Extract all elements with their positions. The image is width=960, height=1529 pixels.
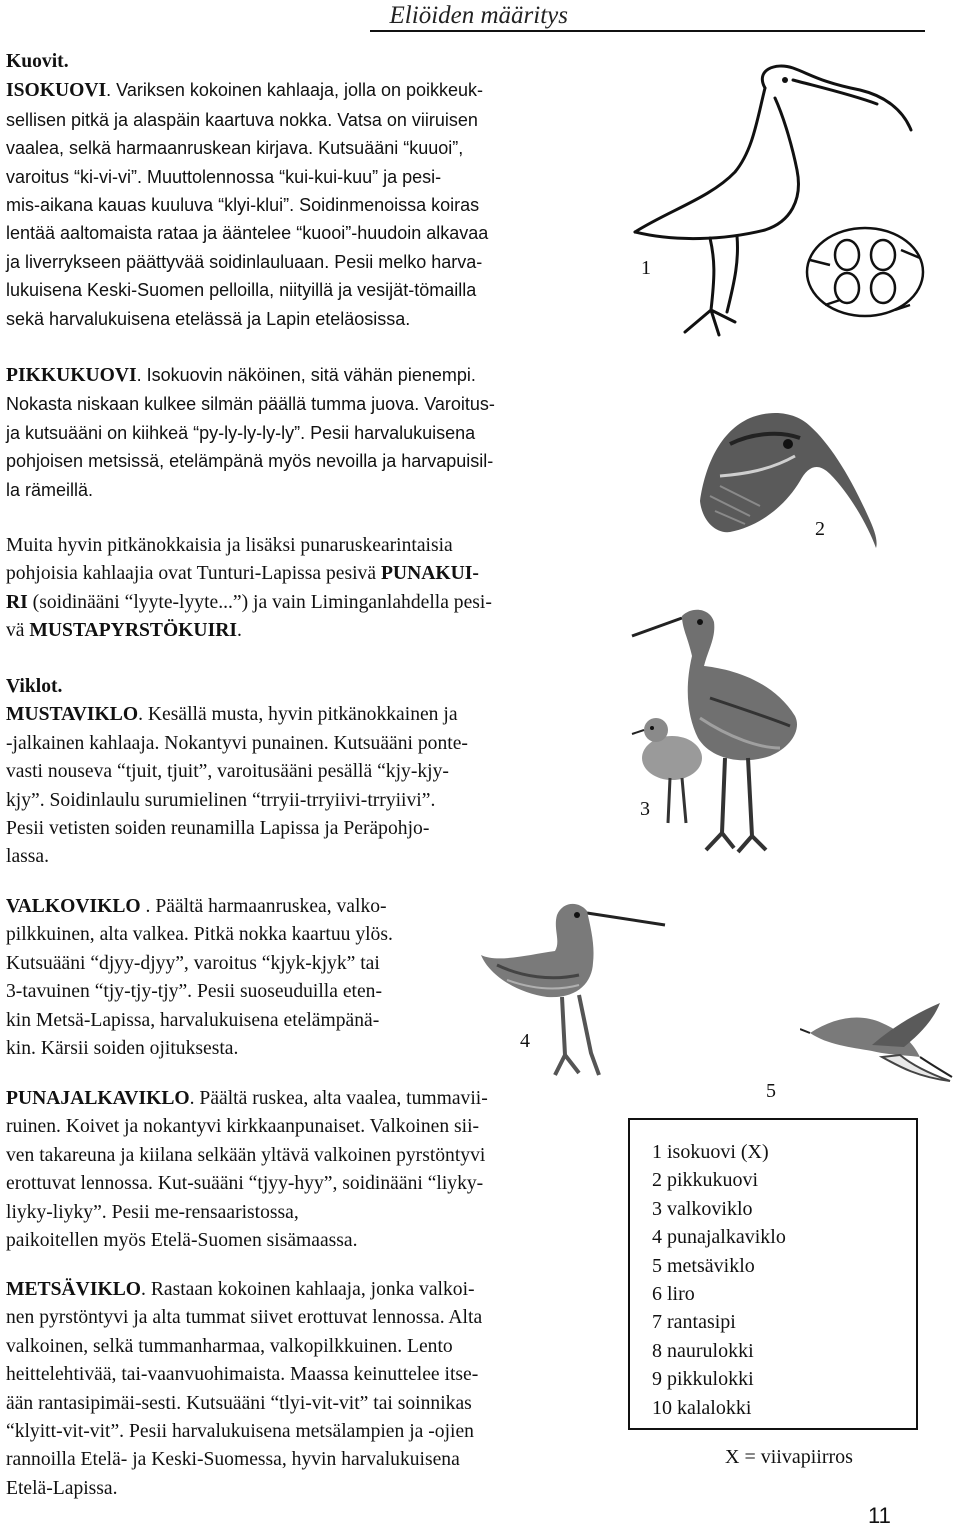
isokuovi-line-7: ja liverrykseen päättyvää soidinlauluaan. Pesii melko harva- [6, 251, 483, 272]
mustaviklo-line-6: lassa. [6, 846, 49, 868]
valkoviklo-line-4: 3-tavuinen “tjy-tjy-tjy”. Pesii suoseuduilla eten- [6, 981, 383, 1003]
valkoviklo-line-3: Kutsuääni “djyy-djyy”, varoitus “kjyk-kjyk” tai [6, 952, 380, 974]
pikkukuovi-line-5: la rämeillä. [6, 479, 94, 500]
muita-line-1: Muita hyvin pitkänokkaisia ja lisäksi punaruskearintaisia [6, 535, 453, 556]
figure-number-4: 4 [520, 1030, 530, 1052]
mustaviklo-line-1: MUSTAVIKLO. Kesällä musta, hyvin pitkänokkainen ja [6, 704, 458, 726]
punajalkaviklo-section [6, 1085, 488, 1255]
pikkukuovi-section [6, 361, 495, 504]
isokuovi-line-6: lentää aaltomaista rataa ja ääntelee “kuooi”-huudoin alkavaa [6, 223, 489, 244]
isokuovi-line-9: sekä harvalukuisena etelässä ja Lapin eteläosissa. [6, 308, 411, 329]
punajalkaviklo-line-4: erottuvat lennossa. Kut-suääni “tjyy-hyy”, soidinääni “liyky- [6, 1173, 484, 1195]
figure-number-1: 1 [641, 257, 651, 279]
mustaviklo-name: MUSTAVIKLO [6, 704, 139, 726]
metsaviklo-line-2: nen pyrstöntyvi ja alta tummat siivet erottuvat lennossa. Alta [6, 1307, 483, 1329]
valkoviklo-line-1: VALKOVIKLO . Päältä harmaanruskea, valko- [6, 896, 387, 917]
mustaviklo-line-2: -jalkainen kahlaaja. Nokantyvi punainen. Kutsuääni ponte- [6, 732, 468, 754]
punajalkaviklo-line-1: PUNAJALKAVIKLO. Päältä ruskea, alta vaalea, tummavii- [6, 1088, 488, 1109]
isokuovi-line-1: ISOKUOVI. Variksen kokoinen kahlaaja, jolla on poikkeuk- [6, 80, 484, 102]
figure-punajalkaviklo-drawing [467, 885, 667, 1085]
curlew-line-drawing [615, 60, 925, 345]
metsaviklo-line-4: heittelehtivää, tai-vaanvuohimaista. Maassa keinuttelee itse- [6, 1364, 479, 1386]
isokuovi-line-2: sellisen pitkä ja alaspäin kaartuva nokka. Vatsa on viiruisen [6, 109, 478, 130]
legend-item: 8 naurulokki [652, 1339, 754, 1362]
pikkukuovi-line-4: pohjoisen metsissä, etelämpänä myös nevoilla ja harvapuisil- [6, 451, 494, 472]
figure-flying-bird-drawing [800, 985, 960, 1090]
figure-number-5: 5 [766, 1080, 776, 1102]
punajalkaviklo-name: PUNAJALKAVIKLO [6, 1088, 190, 1109]
figure-pikkukuovi-drawing [690, 396, 890, 566]
isokuovi-name: ISOKUOVI [6, 80, 107, 102]
metsaviklo-name: METSÄVIKLO [6, 1279, 142, 1300]
metsaviklo-line-7: rannoilla Etelä- ja Keski-Suomessa, hyvin harvalukuisena [6, 1449, 460, 1471]
muita-section [6, 532, 492, 646]
muita-line-4: vä MUSTAPYRSTÖKUIRI. [6, 620, 242, 642]
valkoviklo-section [6, 893, 393, 1063]
metsaviklo-line-8: Etelä-Lapissa. [6, 1477, 118, 1499]
metsaviklo-line-1: METSÄVIKLO. Rastaan kokoinen kahlaaja, jonka valkoi- [6, 1279, 475, 1300]
pikkukuovi-line-3: ja kutsuääni on kiihkeä “py-ly-ly-ly-ly”. Pesii harvalukuisena [6, 422, 476, 443]
legend-item: 9 pikkulokki [652, 1368, 754, 1391]
legend-item: 7 rantasipi [652, 1311, 736, 1334]
page-header-title: Eliöiden määritys [389, 2, 568, 29]
redshank-drawing [467, 885, 667, 1085]
punajalkaviklo-line-3: ven takareuna ja kiilana selkään yltävä valkoinen pyrstöntyvi [6, 1144, 486, 1166]
legend-item: 1 isokuovi (X) [652, 1141, 769, 1163]
legend-item: 4 punajalkaviklo [652, 1226, 786, 1249]
header-rule [370, 30, 925, 32]
isokuovi-line-3: vaalea, selkä harmaanruskean kirjava. Kutsuääni “kuuoi”, [6, 138, 464, 159]
kuovit-section [6, 48, 488, 333]
mustaviklo-line-3: vasti nouseva “tjuit, tjuit”, varoitusääni pesällä “kjy-kjy- [6, 761, 449, 783]
mustaviklo-line-4: kjy”. Soidinlaulu surumielinen “trryii-trryiivi-trryiivi”. [6, 789, 436, 811]
punajalkaviklo-line-6: paikoitellen myös Etelä-Suomen sisämaassa. [6, 1230, 358, 1252]
whimbrel-head-drawing [690, 396, 890, 566]
legend-item: 10 kalalokki [652, 1396, 752, 1419]
legend-item: 3 valkoviklo [652, 1197, 753, 1220]
flying-redshank-drawing [800, 985, 960, 1090]
section-heading-viklot: Viklot. [6, 676, 63, 697]
page-number: 11 [868, 1503, 891, 1528]
mustapyrstokuiri-name: MUSTAPYRSTÖKUIRI [29, 620, 237, 642]
pikkukuovi-line-2: Nokasta niskaan kulkee silmän päällä tumma juova. Varoitus- [6, 394, 495, 415]
species-legend-box [628, 1118, 918, 1430]
metsaviklo-section [6, 1276, 482, 1503]
valkoviklo-line-6: kin. Kärsii soiden ojituksesta. [6, 1038, 239, 1060]
muita-line-2: pohjoisia kahlaajia ovat Tunturi-Lapissa pesivä PUNAKUI- [6, 563, 479, 585]
punakuiri-name: PUNAKUI- [380, 563, 479, 585]
pikkukuovi-line-1: PIKKUKUOVI. Isokuovin näköinen, sitä vähän pienempi. [6, 365, 476, 386]
valkoviklo-line-5: kin Metsä-Lapissa, harvalukuisena etelämpänä- [6, 1009, 380, 1031]
legend-item: 6 liro [652, 1283, 695, 1306]
legend-note: X = viivapiirros [725, 1446, 853, 1468]
punajalkaviklo-line-5: liyky-liyky”. Pesii me-rensaaristossa, [6, 1201, 299, 1223]
metsaviklo-line-6: “klyitt-vit-vit”. Pesii harvalukuisena metsälampien ja -ojien [6, 1421, 474, 1443]
muita-line-3: RI (soidinääni “lyyte-lyyte...”) ja vain Liminganlahdella pesi- [6, 591, 492, 613]
section-heading-kuovit: Kuovit. [6, 51, 69, 72]
figure-isokuovi-drawing [615, 60, 925, 345]
figure-number-3: 3 [640, 798, 650, 820]
legend-item: 2 pikkukuovi [652, 1169, 759, 1192]
isokuovi-line-8: lukuisena Keski-Suomen pelloilla, niityillä ja vesijät-tömailla [6, 280, 477, 301]
metsaviklo-line-5: ään rantasipimäi-sesti. Kutsuääni “tlyi-vit-vit” tai soinnikas [6, 1392, 472, 1414]
punajalkaviklo-line-2: ruinen. Koivet ja nokantyvi kirkkaanpunaiset. Valkoinen sii- [6, 1116, 480, 1138]
greenshank-drawing [630, 598, 820, 860]
mustaviklo-line-5: Pesii vetisten soiden reunamilla Lapissa ja Peräpohjo- [6, 818, 430, 840]
metsaviklo-line-3: valkoinen, selkä tummanharmaa, valkopilkkuinen. Lento [6, 1335, 453, 1357]
pikkukuovi-name: PIKKUKUOVI [6, 365, 137, 386]
isokuovi-line-5: mis-aikana kauas kuuluva “klyi-klui”. Soidinmenoissa koiras [6, 195, 480, 216]
figure-valkoviklo-drawing [630, 598, 820, 860]
valkoviklo-name: VALKOVIKLO [6, 896, 141, 917]
isokuovi-line-4: varoitus “ki-vi-vi”. Muuttolennossa “kui-kui-kuu” ja pesi- [6, 166, 442, 187]
figure-number-2: 2 [815, 518, 825, 540]
legend-item: 5 metsäviklo [652, 1254, 755, 1277]
valkoviklo-line-2: pilkkuinen, alta valkea. Pitkä nokka kaartuu ylös. [6, 924, 393, 946]
viklot-section [6, 673, 468, 872]
